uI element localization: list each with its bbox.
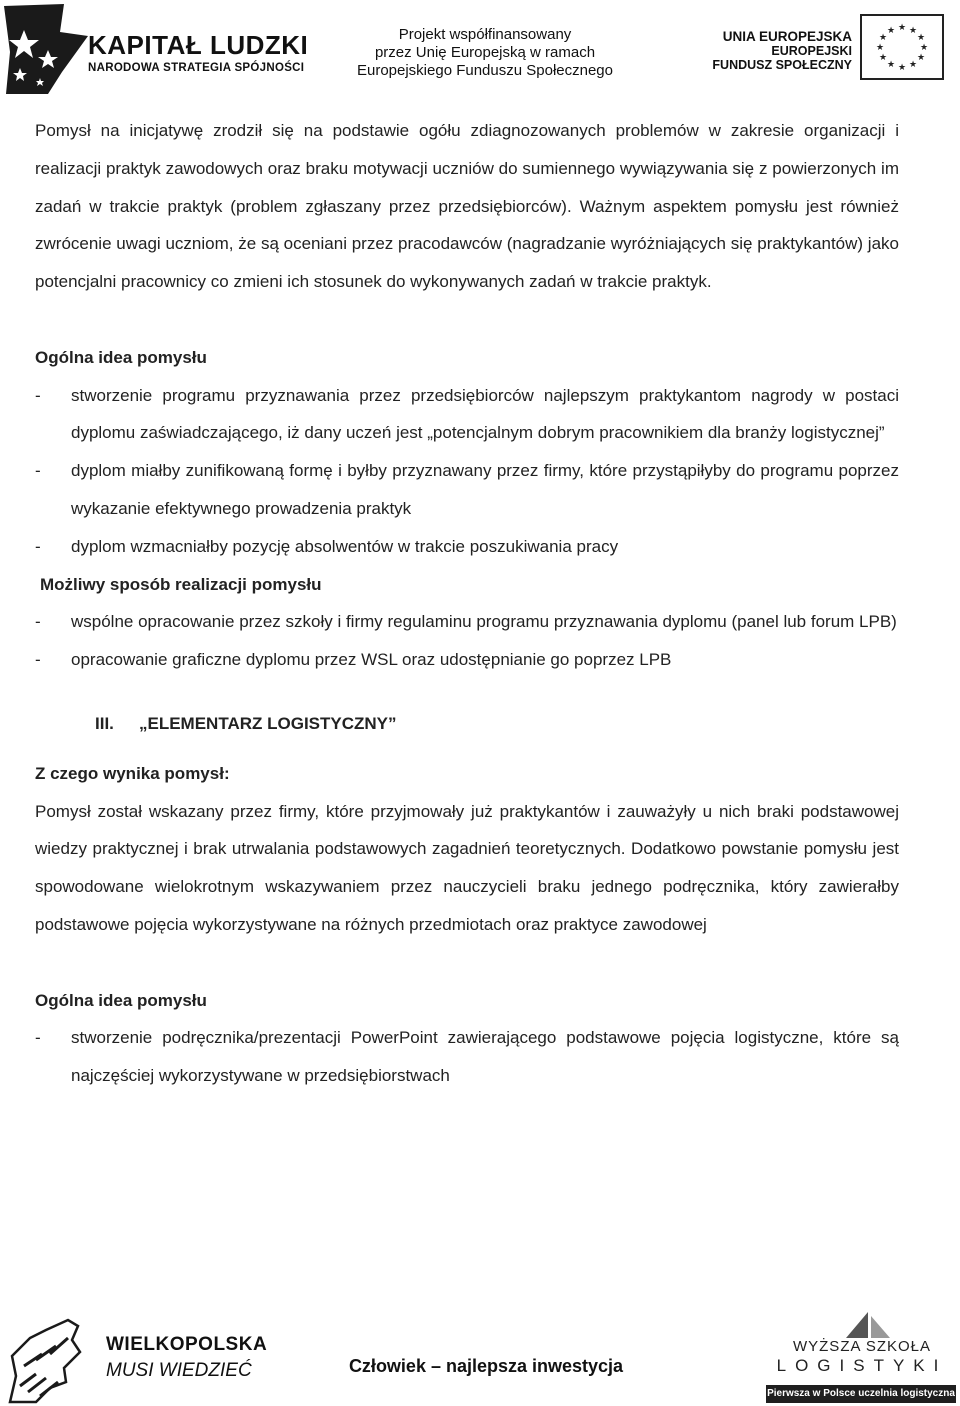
list-bullet: - — [35, 612, 41, 632]
list-bullet: - — [35, 461, 41, 481]
list-item-text: stworzenie podręcznika/prezentacji PowerPoint zawierającego podstawowe pojęcia logistyczne, które są najczęściej wykorzystywane w przedsiębiorstwach — [71, 1028, 899, 1086]
svg-text:★: ★ — [886, 60, 896, 70]
list-item — [35, 1019, 899, 1095]
part-number: III. — [95, 713, 114, 733]
section-heading-general-idea-2: Ogólna idea pomysłu — [35, 990, 207, 1010]
page-header — [0, 0, 960, 100]
list-bullet: - — [35, 650, 41, 670]
eu-flag-icon — [860, 14, 944, 80]
wielkopolska-map-logo-icon — [6, 1316, 102, 1404]
list-item-text: opracowanie graficzne dyplomu przez WSL oraz udostępnianie go poprzez LPB — [71, 650, 672, 670]
document-body — [35, 112, 899, 1095]
origin-paragraph: Pomysł został wskazany przez firmy, które przyjmowały już praktykantów i zauważyły u nich braki podstawowej wiedzy praktycznej i brak utrwalania podstawowych zagadnień teoretycznych. Dodatkowo powstanie pomysłu jest spowodowane wielokrotnym wskazywaniem przez nauczycieli braku jednego podręcznika, który zawierałby podstawowe pojęcia wykorzystywane na różnych przedmiotach oraz praktyce zawodowej — [35, 801, 899, 934]
list-item-text: stworzenie programu przyznawania przez przedsiębiorców najlepszym praktykantom nagrody w postaci dyplomu zaświadczającego, iż dany uczeń jest „potencjalnym dobrym pracownikiem dla branży logistycznej” — [71, 385, 899, 443]
svg-text:★: ★ — [886, 26, 896, 36]
list-item — [35, 603, 899, 641]
svg-text:★: ★ — [875, 43, 885, 53]
section-heading-general-idea: Ogólna idea pomysłu — [35, 347, 207, 367]
eu-fund-label — [700, 30, 852, 72]
wielkopolska-subtitle: MUSI WIEDZIEĆ — [106, 1360, 252, 1381]
svg-text:★: ★ — [908, 60, 918, 70]
intro-paragraph: Pomysł na inicjatywę zrodził się na podstawie ogółu zdiagnozowanych problemów w zakresie organizacji i realizacji praktyk zawodowych oraz braku motywacji uczniów do sumiennego wywiązywania się z powierzonych im zadań w trakcie praktyk (problem zgłaszany przez przedsiębiorców). Ważnym aspektem pomysłu jest również zwrócenie uwagi uczniom, że są oceniani przez pracodawców (nagradzanie wyróżniających się praktykantów) jako potencjalni pracownicy co zmieni ich stosunek do wykonywanych zadań w trakcie praktyk. — [35, 121, 899, 292]
svg-text:★: ★ — [916, 53, 926, 63]
kapital-ludzki-title: KAPITAŁ LUDZKI — [88, 30, 309, 60]
list-bullet: - — [35, 385, 41, 405]
eu-line-1: UNIA EUROPEJSKA — [722, 29, 852, 44]
project-cofinancing-note — [330, 26, 640, 80]
project-line-1: Projekt współfinansowany — [398, 26, 572, 43]
project-line-3: Europejskiego Funduszu Społecznego — [356, 62, 613, 79]
list-bullet: - — [35, 536, 41, 556]
kapital-ludzki-logo-icon — [2, 2, 92, 96]
list-item — [35, 452, 899, 528]
part-heading — [35, 705, 899, 743]
svg-text:★: ★ — [919, 43, 929, 53]
list-item — [35, 641, 899, 679]
project-line-2: przez Unię Europejską w ramach — [374, 44, 596, 61]
svg-text:★: ★ — [878, 33, 888, 43]
list-item-text: dyplom wzmacniałby pozycję absolwentów w trakcie poszukiwania pracy — [71, 536, 619, 556]
svg-text:★: ★ — [897, 63, 907, 73]
kapital-ludzki-subtitle: NARODOWA STRATEGIA SPÓJNOŚCI — [88, 62, 305, 74]
svg-text:★: ★ — [897, 23, 907, 33]
section-heading-origin: Z czego wynika pomysł: — [35, 763, 230, 783]
list-bullet: - — [35, 1028, 41, 1048]
list-item — [35, 377, 899, 453]
wsl-tagline: Pierwsza w Polsce uczelnia logistyczna — [766, 1385, 956, 1403]
list-item — [35, 528, 899, 566]
list-item-text: dyplom miałby zunifikowaną formę i byłby przyznawany przez firmy, które przystąpiłyby do programu poprzez wykazanie efektywnego prowadzenia praktyk — [71, 461, 899, 518]
wsl-name-line-1: WYŻSZA SZKOŁA — [792, 1338, 932, 1355]
wielkopolska-title: WIELKOPOLSKA — [106, 1334, 268, 1355]
list-item-text: wspólne opracowanie przez szkoły i firmy regulaminu programu przyznawania dyplomu (panel lub forum LPB) — [71, 612, 897, 632]
svg-text:★: ★ — [908, 26, 918, 36]
svg-text:★: ★ — [878, 53, 888, 63]
part-title: „ELEMENTARZ LOGISTYCZNY” — [139, 713, 397, 733]
wsl-sail-logo-icon — [838, 1310, 898, 1340]
eu-line-3: FUNDUSZ SPOŁECZNY — [712, 58, 852, 72]
footer-slogan: Człowiek – najlepsza inwestycja — [348, 1356, 624, 1376]
eu-line-2: EUROPEJSKI — [771, 44, 852, 58]
section-heading-implementation: Możliwy sposób realizacji pomysłu — [40, 574, 322, 594]
wsl-name-line-2: LOGISTYKI — [776, 1356, 948, 1375]
svg-text:★: ★ — [916, 33, 926, 43]
